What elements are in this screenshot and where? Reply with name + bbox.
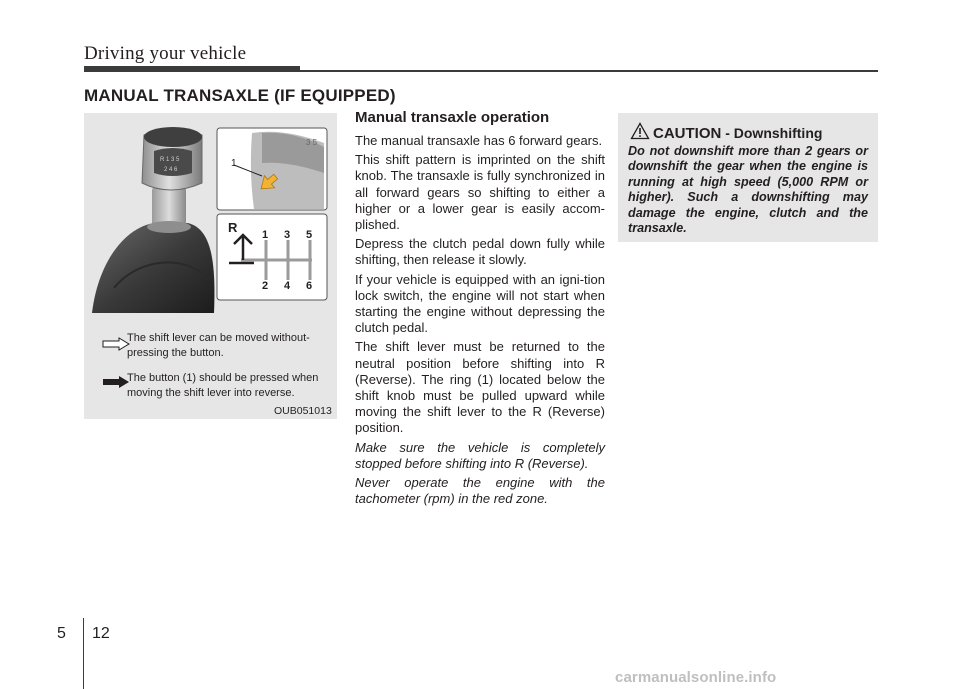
gear-label-6: 6 — [306, 280, 313, 292]
caution-label: CAUTION — [653, 125, 722, 142]
caution-body: Do not downshift more than 2 gears or downshift the gear when the engine is running at high speed (5,000 RPM or higher). Such a downshifting may damage the engine, clutch and the transaxle. — [628, 144, 868, 236]
legend-item-solid: The button (1) should be pressed when moving the shift lever into reverse. — [127, 372, 319, 399]
svg-text:R 1 3 5: R 1 3 5 — [160, 157, 180, 163]
svg-text:3 5: 3 5 — [306, 138, 318, 147]
hollow-arrow-icon — [102, 337, 130, 351]
paragraph: The manual transaxle has 6 forward gears. — [355, 133, 603, 148]
solid-arrow-icon — [102, 375, 130, 389]
paragraph: Depress the clutch pedal down fully while shifting, then release it slowly. — [355, 236, 605, 268]
gear-label-5: 5 — [306, 229, 313, 241]
header-rule-thin — [300, 70, 878, 72]
paragraph: The shift lever must be returned to the neutral position before shifting into R (Reverse). The ring (1) located below the shift knob must be pulled upward while moving the shift lever to the R (Reverse) position. — [355, 339, 605, 436]
footer-divider — [83, 618, 84, 689]
gear-label-4: 4 — [284, 280, 291, 292]
subsection-heading: Manual transaxle operation — [355, 109, 550, 126]
paragraph: This shift pattern is imprinted on the shift knob. The transaxle is fully synchronized in all forward gears so shifting to either a higher or a lower gear is easily accom-plished. — [355, 152, 605, 233]
warning-triangle-icon — [630, 122, 650, 140]
legend-item-hollow: The shift lever can be moved without- pressing the button. — [127, 332, 310, 359]
italic-paragraph: Make sure the vehicle is completely stopped before shifting into R (Reverse). — [355, 439, 605, 471]
caution-box — [618, 113, 878, 242]
gear-label-reverse: R — [228, 220, 238, 235]
gear-label-1: 1 — [262, 229, 269, 241]
header-rule-thick — [84, 66, 300, 72]
running-header: Driving your vehicle — [84, 43, 247, 64]
page-number: 12 — [92, 625, 110, 642]
paragraph: If your vehicle is equipped with an igni-tion lock switch, the engine will not start when starting the engine without depressing the clutch pedal. — [355, 271, 605, 336]
italic-paragraph: Never operate the engine with the tachometer (rpm) in the red zone. — [355, 475, 605, 507]
chapter-number: 5 — [57, 625, 66, 642]
figure-box — [84, 113, 337, 419]
shift-lever-illustration — [84, 113, 337, 318]
section-title: MANUAL TRANSAXLE (IF EQUIPPED) — [84, 86, 396, 105]
watermark: carmanualsonline.info — [615, 669, 777, 686]
callout-number: 1 — [231, 158, 237, 169]
caution-subtitle: - Downshifting — [721, 125, 823, 141]
gear-label-2: 2 — [262, 280, 269, 292]
figure-code: OUB051013 — [274, 405, 332, 417]
gear-label-3: 3 — [284, 229, 291, 241]
main-text-column — [355, 109, 605, 510]
svg-text:2 4 6: 2 4 6 — [164, 167, 178, 173]
caution-title — [630, 122, 822, 142]
